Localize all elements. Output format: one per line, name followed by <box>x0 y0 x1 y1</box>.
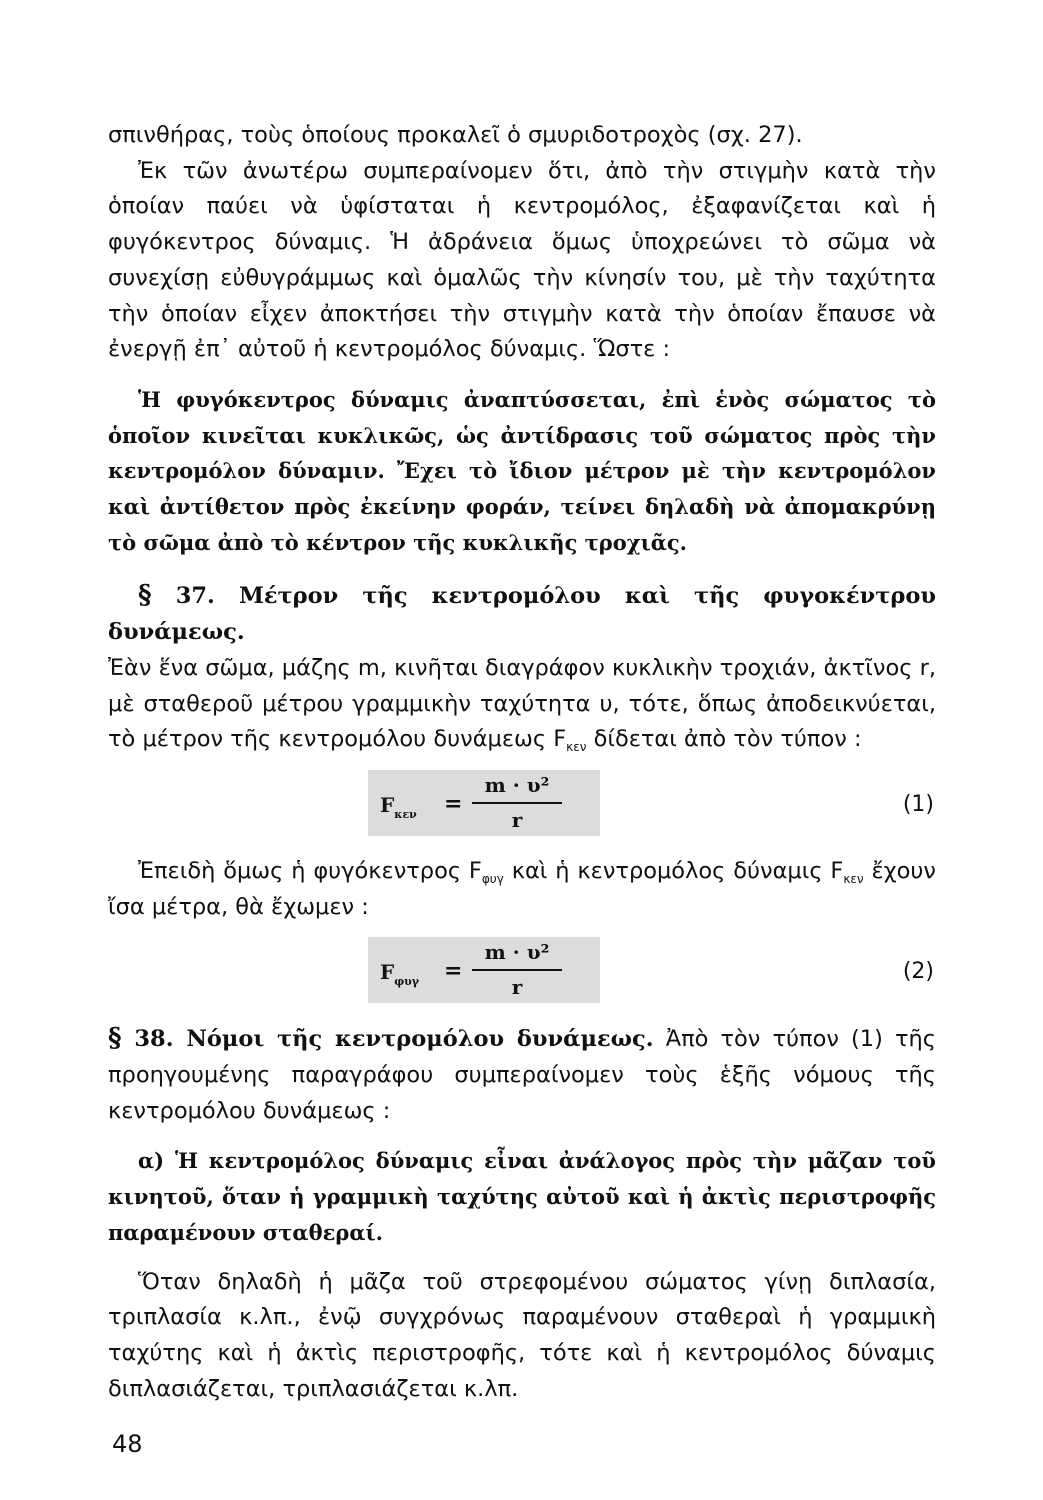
equation-2-lhs: $F_{\varphi\upsilon\gamma}$ <box>380 960 420 989</box>
page-body <box>108 118 936 1407</box>
equation-2-denominator: r <box>511 975 523 1000</box>
subscript-ken: κεν <box>843 871 864 886</box>
equation-2-fraction <box>472 939 562 999</box>
equation-2-label: (2) <box>902 959 934 985</box>
paragraph-equal-magnitudes: Ἐπειδὴ ὅμως ἡ φυγόκεντρος $F_{\varphi\upsilon\gamma}$ καὶ ἡ κεντρομόλος δύναμις $F_{\kappa\varepsilon\nu}$ ἔχουν ἴσα μέτρα, θὰ ἔχωμεν : <box>108 857 937 920</box>
fraction-bar <box>472 802 562 804</box>
section-38 <box>108 1021 936 1129</box>
paragraph-continuation: σπινθήρας, τοὺς ὁποίους προκαλεῖ ὁ σμυριδοτροχὸς (σχ. 27). <box>108 122 803 148</box>
page-number: 48 <box>112 1430 143 1458</box>
fraction-bar <box>472 969 562 971</box>
law-a: α) Ἡ κεντρομόλος δύναμις εἶναι ἀνάλογος πρὸς τὴν μᾶζαν τοῦ κινητοῦ, ὅταν ἡ γραμμικὴ ταχύτης αὐτοῦ καὶ ἡ ἀκτὶς περιστροφῆς παραμένουν σταθεραί. <box>108 1148 936 1245</box>
equation-1-label: (1) <box>902 791 934 817</box>
section-38-title: Νόμοι τῆς κεντρομόλου δυνάμεως. <box>186 1026 654 1053</box>
equation-2-numerator: m · υ² <box>484 940 550 965</box>
equation-1-numerator: m · υ² <box>484 772 550 797</box>
equation-1-equals: = <box>444 790 463 817</box>
equation-1-lhs: $F_{\kappa\varepsilon\nu}$ <box>380 792 417 821</box>
equation-2-equals: = <box>444 958 463 985</box>
subscript-ken: κεν <box>566 740 587 755</box>
equation-2 <box>108 933 936 1007</box>
equation-1-denominator: r <box>511 807 523 832</box>
section-37 <box>108 578 936 758</box>
equation-1-box <box>368 770 600 836</box>
section-symbol: § <box>138 580 152 611</box>
section-37-heading <box>108 580 936 646</box>
section-37-title: Μέτρον τῆς κεντρομόλου καὶ τῆς φυγοκέντρου δυνάμεως. <box>108 583 936 646</box>
equation-1 <box>108 766 936 840</box>
section-37-text-a: Ἐὰν ἕνα σῶμα, μάζης m, κινῆται διαγράφον κυκλικὴν τροχιάν, ἀκτῖνος r, μὲ σταθεροῦ μέτρου γραμμικὴν ταχύτητα υ, τότε, ὅπως ἀποδεικνύεται, τὸ μέτρον τῆς κεντρομόλου δυνάμεως F <box>108 654 936 753</box>
paragraph-inertia: Ἐκ τῶν ἀνωτέρω συμπεραίνομεν ὅτι, ἀπὸ τὴν στιγμὴν κατὰ τὴν ὁποίαν παύει νὰ ὑφίσταται ἡ κεντρομόλος, ἐξαφανίζεται καὶ ἡ φυγόκεντρος δύναμις. Ἡ ἀδράνεια ὅμως ὑποχρεώνει τὸ σῶμα νὰ συνεχίσῃ εὐθυγράμμως καὶ ὁμαλῶς τὴν κίνησίν του, μὲ τὴν ταχύτητα τὴν ὁποίαν εἶχεν ἀποκτήσει τὴν στιγμὴν κατὰ τὴν ὁποίαν ἔπαυσε νὰ ἐνεργῇ ἐπ᾽ αὐτοῦ ἡ κεντρομόλος δύναμις. Ὥστε : <box>108 157 936 363</box>
equation-1-fraction <box>472 772 562 832</box>
section-37-text-b: δίδεται ἀπὸ τὸν τύπον : <box>586 726 862 753</box>
section-38-text: Ἀπὸ τὸν τύπον (1) τῆς προηγουμένης παραγράφου συμπεραίνομεν τοὺς ἑξῆς νόμους τῆς κεντρομόλου δυνάμεως : <box>108 1026 936 1124</box>
subscript-fyg: φυγ <box>481 871 504 886</box>
section-38-number: 38. <box>134 1026 174 1053</box>
section-symbol: § <box>108 1023 122 1054</box>
paragraph-centrifugal-definition: Ἡ φυγόκεντρος δύναμις ἀναπτύσσεται, ἐπὶ ἑνὸς σώματος τὸ ὁποῖον κινεῖται κυκλικῶς, ὡς ἀντίδρασις τοῦ σώματος πρὸς τὴν κεντρομόλον δύναμιν. Ἔχει τὸ ἴδιον μέτρον μὲ τὴν κεντρομόλον καὶ ἀντίθετον πρὸς ἐκείνην φοράν, τείνει δηλαδὴ νὰ ἀπομακρύνῃ τὸ σῶμα ἀπὸ τὸ κέντρον τῆς κυκλικῆς τροχιᾶς. <box>108 386 936 555</box>
equation-2-box <box>368 937 600 1003</box>
paragraph-mass-example: Ὅταν δηλαδὴ ἡ μᾶζα τοῦ στρεφομένου σώματος γίνῃ διπλασία, τριπλασία κ.λπ., ἐνῷ συγχρόνως παραμένουν σταθεραὶ ἡ γραμμικὴ ταχύτης καὶ ἡ ἀκτὶς περιστροφῆς, τότε καὶ ἡ κεντρομόλος δύναμις διπλασιάζεται, τριπλασιάζεται κ.λπ. <box>108 1268 936 1402</box>
section-38-heading <box>108 1023 654 1054</box>
section-37-number: 37. <box>175 583 215 610</box>
